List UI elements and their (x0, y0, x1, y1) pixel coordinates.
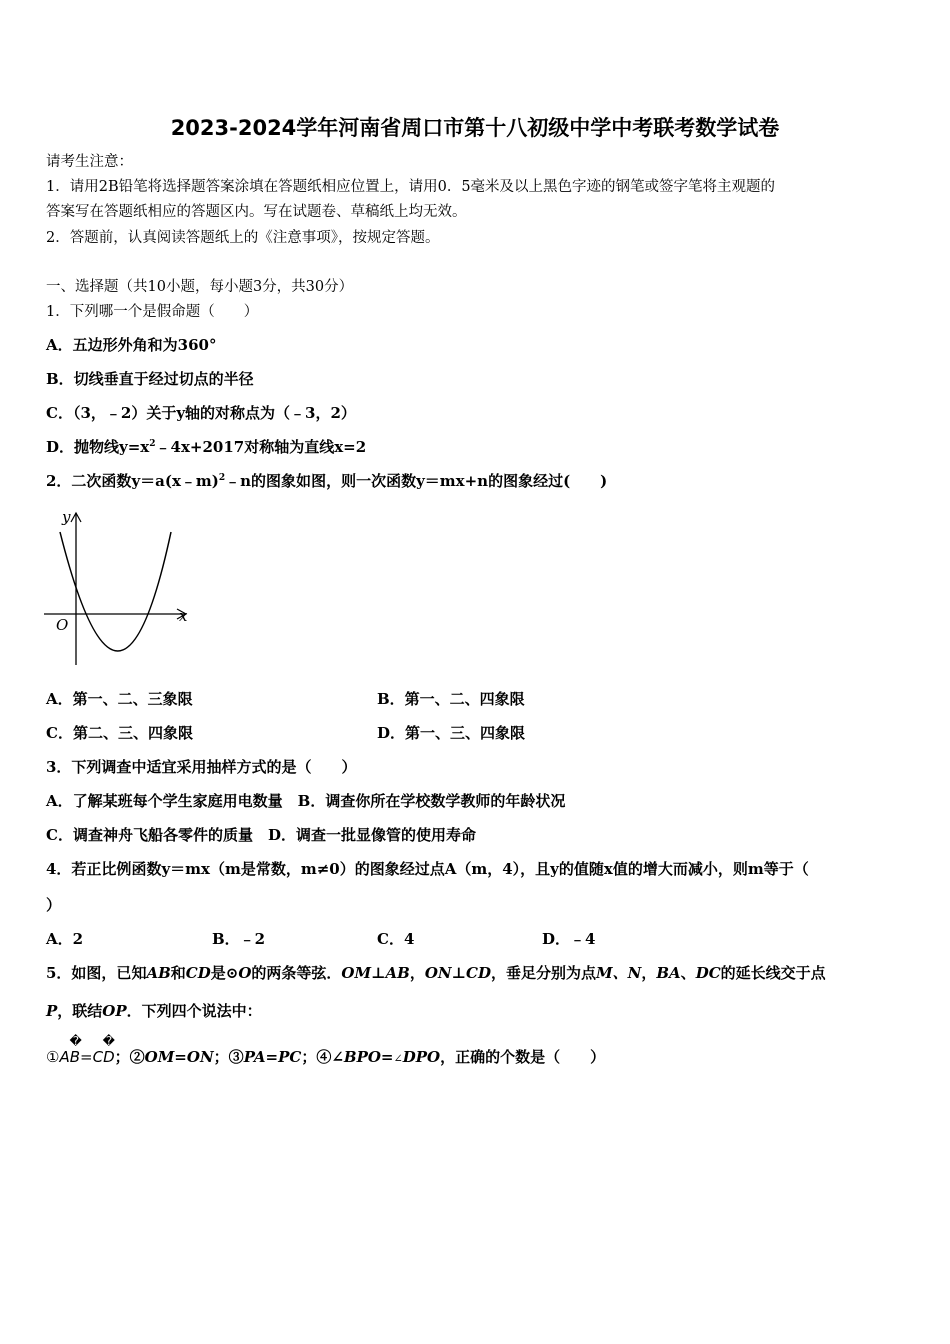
section-heading: 一、选择题（共10小题，每小题3分，共30分） (46, 279, 354, 295)
q5-var: PA=PC (243, 1048, 302, 1066)
q2-option-b: B．第一、二、四象限 (377, 690, 525, 708)
q5-statements (46, 1034, 606, 1069)
q4-stem-end: ） (46, 896, 62, 914)
q3-stem: 3．下列调查中适宜采用抽样方式的是（ ） (46, 758, 357, 776)
notice-heading: 请考生注意： (46, 154, 133, 170)
q5-var: CD (92, 1048, 115, 1066)
q5-stem-line-1 (46, 963, 826, 983)
q5-var: DPO (402, 1048, 441, 1066)
q5-var: BA (656, 964, 681, 982)
q5-var: AB (146, 964, 171, 982)
q5-text: ；④∠ (301, 1048, 344, 1066)
q5-var: DC (695, 964, 721, 982)
q5-text: = (80, 1048, 93, 1066)
parabola-graph (40, 505, 200, 670)
q5-text: ．下列四个说法中： (126, 1002, 262, 1020)
q2-option-a: A．第一、二、三象限 (46, 690, 193, 708)
q5-text: 、 (680, 964, 696, 982)
notice-item-1-line-2: 答案写在答题纸相应的答题区内。写在试题卷、草稿纸上均无效。 (46, 204, 467, 220)
q4-option-d: D．﹣4 (542, 930, 596, 948)
q5-var: AB (385, 964, 410, 982)
q4-option-c: C．4 (377, 930, 415, 948)
q5-var: M、N (596, 964, 642, 982)
q4-option-b: B．﹣2 (212, 930, 266, 948)
q2-stem-post: ﹣n的图象如图，则一次函数y＝mx+n的图象经过( ) (225, 472, 608, 490)
q2-option-c: C．第二、三、四象限 (46, 724, 193, 742)
q1-option-a: A．五边形外角和为360° (46, 336, 217, 354)
q1-stem: 1．下列哪一个是假命题（ ） (46, 304, 259, 320)
q5-var: P (46, 1002, 58, 1020)
q5-text: 5．如图，已知 (46, 964, 147, 982)
page-title: 2023-2024学年河南省周口市第十八初级中学中考联考数学试卷 (170, 116, 780, 140)
q5-text: 的延长线交于点 (720, 964, 826, 982)
q1-option-d-sup: 2 (149, 439, 156, 449)
q3-options-cd: C．调查神舟飞船各零件的质量 D．调查一批显像管的使用寿命 (46, 826, 476, 844)
q5-text: ， (409, 964, 425, 982)
x-axis-label: x (179, 607, 188, 625)
q5-text: ⊥ (451, 964, 467, 982)
q2-stem-pre: 2．二次函数y＝a(x﹣m) (46, 472, 219, 490)
q2-option-d: D．第一、三、四象限 (377, 724, 526, 742)
arc-mark-icon: � (102, 1034, 115, 1048)
q5-text: 是⊙ (210, 964, 239, 982)
q5-text: 的两条等弦． (251, 964, 342, 982)
q5-var: OM (341, 964, 372, 982)
arc-cd (92, 1034, 115, 1067)
q1-option-d-post: ﹣4x+2017对称轴为直线x=2 (155, 438, 367, 456)
arc-mark-icon: � (69, 1034, 82, 1048)
q5-text: ；③ (213, 1048, 244, 1066)
q5-text: = (380, 1048, 394, 1066)
q5-text: ∠ (393, 1052, 403, 1065)
q4-stem: 4．若正比例函数y＝mx（m是常数，m≠0）的图象经过点A（m，4），且y的值随x值的增大而减小，则m等于（ (46, 860, 809, 878)
q2-stem (46, 471, 607, 491)
q5-text: ，垂足分别为点 (490, 964, 596, 982)
q2-stem-sup: 2 (218, 473, 226, 483)
q5-stem-line-2 (46, 1001, 262, 1021)
arc-ab (59, 1034, 82, 1067)
q5-var: OM=ON (144, 1048, 214, 1066)
q5-var: OP (102, 1002, 127, 1020)
q5-text: ， (641, 964, 657, 982)
q1-option-c: C．（3，﹣2）关于y轴的对称点为（﹣3，2） (46, 404, 356, 422)
q5-var: O (238, 964, 252, 982)
q5-text: ，正确的个数是（ ） (440, 1048, 606, 1066)
q5-var: AB (59, 1048, 81, 1066)
notice-item-2: 2．答题前，认真阅读答题纸上的《注意事项》，按规定答题。 (46, 230, 440, 246)
q5-text: 和 (170, 964, 186, 982)
q1-option-d-pre: D．抛物线y=x (46, 438, 150, 456)
q5-var: CD (466, 964, 491, 982)
y-axis-label: y (62, 508, 71, 526)
q5-text: ，联结 (57, 1002, 103, 1020)
q5-var: CD (185, 964, 211, 982)
q1-option-b: B．切线垂直于经过切点的半径 (46, 370, 254, 388)
q5-var: BPO (343, 1048, 381, 1066)
q5-var: ON (424, 964, 452, 982)
q3-options-ab: A．了解某班每个学生家庭用电数量 B．调查你所在学校数学教师的年龄状况 (46, 792, 566, 810)
q4-option-a: A．2 (46, 930, 84, 948)
q5-text: ；② (114, 1048, 145, 1066)
q5-text: ⊥ (371, 964, 386, 982)
origin-label: O (56, 616, 69, 634)
notice-item-1-line-1: 1．请用2B铅笔将选择题答案涂填在答题纸相应位置上，请用0．5毫米及以上黑色字迹的钢笔或签字笔将主观题的 (46, 179, 776, 195)
q1-option-d (46, 437, 366, 457)
parabola-curve (60, 532, 171, 651)
q5-text: ① (46, 1048, 60, 1066)
